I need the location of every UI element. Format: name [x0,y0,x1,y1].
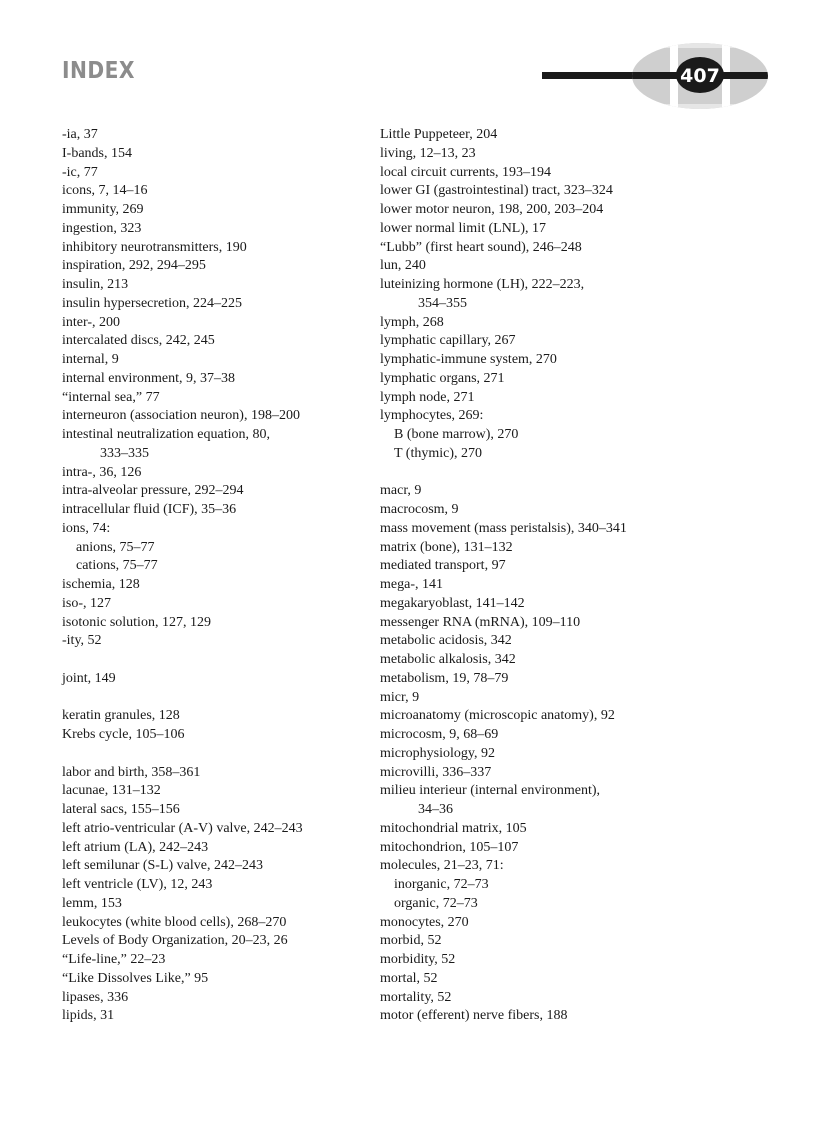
index-entry: metabolic alkalosis, 342 [380,652,516,667]
index-entry: milieu interieur (internal environment), [380,783,601,799]
index-entry: labor and birth, 358–361 [62,764,201,780]
index-entry: insulin hypersecretion, 224–225 [62,295,243,311]
index-entry: -ic, 77 [62,164,98,180]
index-entry: -ia, 37 [62,127,98,142]
index-entry: lateral sacs, 155–156 [62,802,180,817]
index-entry: left atrium (LA), 242–243 [62,839,209,855]
index-entry: lymph node, 271 [380,389,475,405]
index-entry: morbid, 52 [380,933,442,949]
index-entry: mortality, 52 [380,989,452,1005]
index-entry: joint, 149 [62,670,116,686]
index-entry: messenger RNA (mRNA), 109–110 [380,614,581,630]
index-subentry: 34–36 [418,802,453,817]
index-entry: lacunae, 131–132 [62,783,161,799]
index-entry: inter-, 200 [62,314,121,330]
index-entry: inhibitory neurotransmitters, 190 [62,239,247,255]
index-entry: “internal sea,” 77 [62,389,160,405]
page-title: INDEX [62,58,135,84]
index-entry: insulin, 213 [62,277,129,292]
index-entry: microanatomy (microscopic anatomy), 92 [380,708,615,724]
index-entry: lipids, 31 [62,1008,115,1024]
index-entry: isotonic solution, 127, 129 [62,614,211,630]
index-entry: lower motor neuron, 198, 200, 203–204 [380,202,604,217]
index-entry: inspiration, 292, 294–295 [62,258,206,274]
index-entry: mediated transport, 97 [380,558,506,574]
index-entry: ischemia, 128 [62,577,140,592]
index-entry: mortal, 52 [380,970,438,986]
index-entry: lymphocytes, 269: [380,408,484,424]
index-subentry: inorganic, 72–73 [394,877,489,892]
index-entry: intra-, 36, 126 [62,464,142,480]
index-entry: lymphatic capillary, 267 [380,333,516,349]
index-entry: leukocytes (white blood cells), 268–270 [62,914,287,930]
index-entry: intercalated discs, 242, 245 [62,333,215,349]
index-entry: intracellular fluid (ICF), 35–36 [62,502,237,517]
index-column-left [62,126,362,1026]
index-entry: motor (efferent) nerve fibers, 188 [380,1008,568,1024]
index-entry: lymphatic organs, 271 [380,370,505,386]
index-entry: icons, 7, 14–16 [62,183,148,199]
index-entry: molecules, 21–23, 71: [380,858,504,874]
index-entry: macr, 9 [380,483,422,499]
index-entry: lun, 240 [380,258,426,274]
index-column-right [380,126,760,1026]
index-entry: morbidity, 52 [380,952,456,967]
page-number: 407 [680,65,720,87]
index-entry: lemm, 153 [62,895,122,911]
index-spacer [62,689,362,708]
index-spacer [62,745,362,764]
index-entry: left atrio-ventricular (A-V) valve, 242–243 [62,820,303,836]
index-subentry: T (thymic), 270 [394,445,483,461]
index-entry: mega-, 141 [380,577,443,592]
index-subentry: 354–355 [418,295,467,311]
index-entry: I-bands, 154 [62,145,132,161]
index-entry: Krebs cycle, 105–106 [62,727,185,742]
index-entry: local circuit currents, 193–194 [380,164,552,180]
index-entry: iso-, 127 [62,595,111,611]
index-entry: ions, 74: [62,520,111,536]
index-entry: intra-alveolar pressure, 292–294 [62,483,244,499]
index-subentry: cations, 75–77 [76,558,158,574]
index-entry: keratin granules, 128 [62,708,180,724]
index-entry: microcosm, 9, 68–69 [380,727,499,742]
index-entry: microphysiology, 92 [380,745,495,761]
index-spacer [62,651,362,670]
index-entry: megakaryoblast, 141–142 [380,595,525,611]
index-entry: internal environment, 9, 37–38 [62,370,236,386]
index-entry: left semilunar (S-L) valve, 242–243 [62,858,264,874]
index-spacer [380,464,760,483]
index-entry: lower normal limit (LNL), 17 [380,220,547,236]
index-entry: luteinizing hormone (LH), 222–223, [380,277,585,292]
index-entry: -ity, 52 [62,633,102,649]
index-entry: internal, 9 [62,352,119,367]
index-entry: metabolism, 19, 78–79 [380,670,509,686]
index-entry: left ventricle (LV), 12, 243 [62,877,213,892]
index-subentry: 333–335 [100,445,149,461]
index-subentry: anions, 75–77 [76,539,155,555]
index-entry: micr, 9 [380,689,420,705]
index-entry: lower GI (gastrointestinal) tract, 323–324 [380,183,613,199]
index-entry: immunity, 269 [62,202,144,217]
index-entry: mitochondrial matrix, 105 [380,820,527,836]
index-entry: matrix (bone), 131–132 [380,539,513,555]
index-entry: “Like Dissolves Like,” 95 [62,970,209,986]
index-entry: metabolic acidosis, 342 [380,633,512,649]
index-entry: Little Puppeteer, 204 [380,127,498,142]
index-entry: lymphatic-immune system, 270 [380,352,557,367]
index-entry: lymph, 268 [380,314,444,330]
index-entry: intestinal neutralization equation, 80, [62,427,270,442]
index-entry: ingestion, 323 [62,220,142,236]
index-entry: microvilli, 336–337 [380,764,492,780]
index-entry: “Life-line,” 22–23 [62,952,166,967]
page-number-badge [540,38,780,114]
index-entry: interneuron (association neuron), 198–200 [62,408,300,424]
index-subentry: B (bone marrow), 270 [394,427,519,442]
index-entry: macrocosm, 9 [380,502,459,517]
index-entry: Levels of Body Organization, 20–23, 26 [62,933,288,949]
index-entry: living, 12–13, 23 [380,145,476,161]
index-subentry: organic, 72–73 [394,895,478,911]
index-entry: monocytes, 270 [380,914,469,930]
index-entry: mass movement (mass peristalsis), 340–341 [380,520,627,536]
index-entry: lipases, 336 [62,989,129,1005]
index-entry: “Lubb” (first heart sound), 246–248 [380,239,582,255]
index-entry: mitochondrion, 105–107 [380,839,519,855]
